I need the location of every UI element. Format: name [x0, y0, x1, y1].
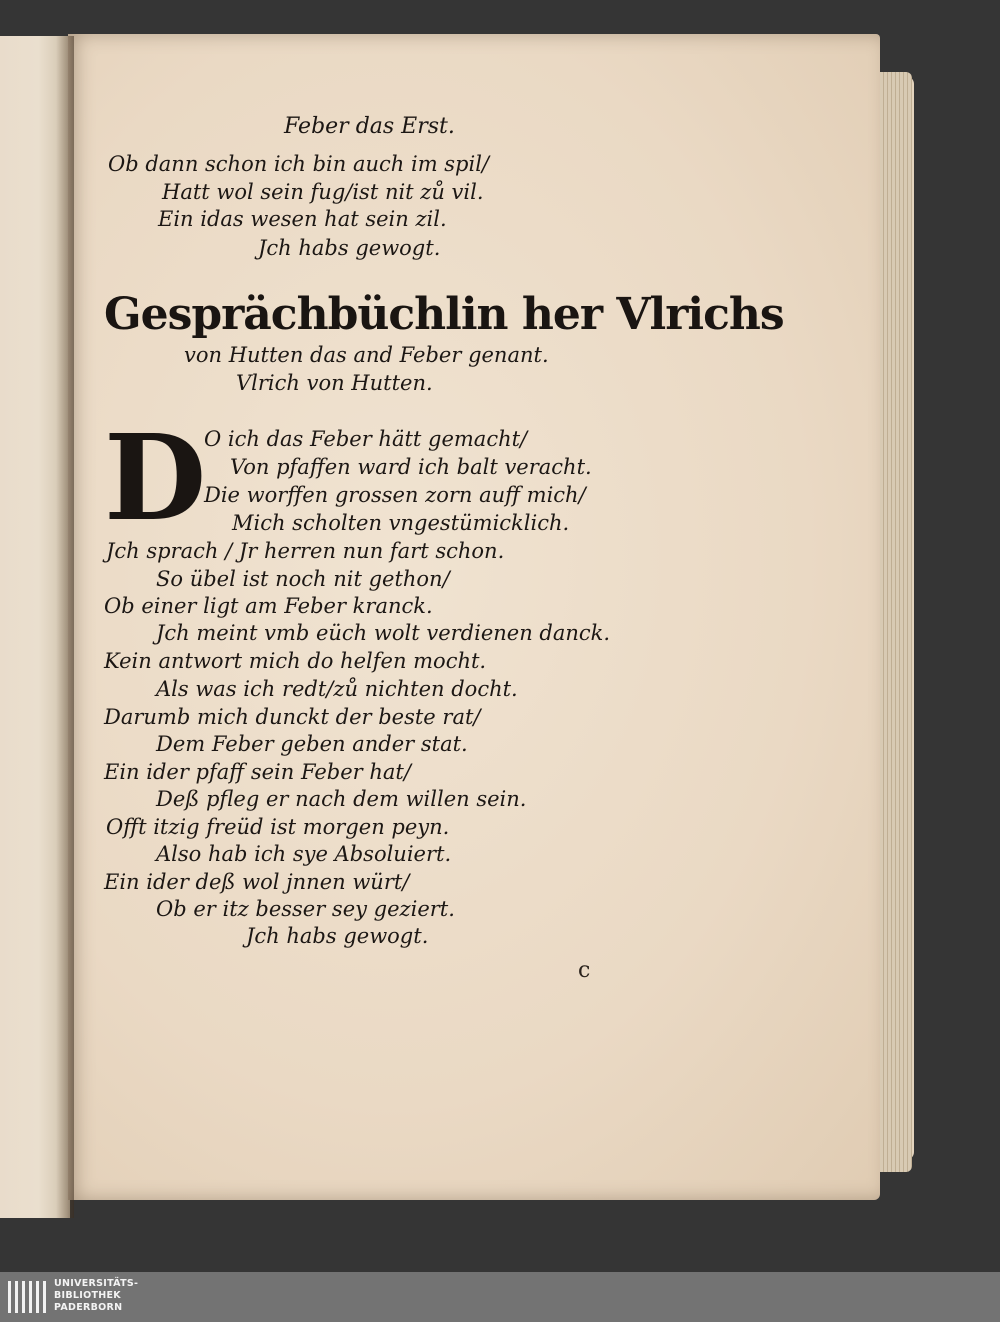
poem-line: Jch meint vmb eüch wolt verdienen danck.: [156, 621, 611, 645]
header-line: Ob dann schon ich bin auch im spil/: [108, 152, 490, 176]
header-title: Feber das Erst.: [284, 114, 455, 139]
poem-line: Ob er itz besser sey geziert.: [156, 897, 455, 921]
library-logo-icon: [8, 1281, 48, 1313]
page-subtitle: von Hutten das and Feber genant.: [184, 343, 549, 367]
page-title: Gesprächbüchlin her Vlrichs: [104, 289, 784, 340]
poem-line: Jch habs gewogt.: [246, 924, 429, 948]
poem-line: Dem Feber geben ander stat.: [156, 732, 468, 756]
poem-line: Ob einer ligt am Feber kranck.: [104, 594, 433, 618]
logo-line: BIBLIOTHEK: [54, 1290, 121, 1301]
logo-line: PADERBORN: [54, 1302, 123, 1313]
poem-line: Jch sprach / Jr herren nun fart schon.: [106, 539, 505, 563]
poem-line: Kein antwort mich do helfen mocht.: [104, 649, 487, 673]
header-line: Jch habs gewogt.: [258, 236, 441, 260]
header-line: Ein idas wesen hat sein zil.: [158, 207, 447, 231]
poem-line: So übel ist noch nit gethon/: [156, 567, 450, 591]
poem-line: Von pfaffen ward ich balt veracht.: [230, 455, 592, 479]
poem-line: Ein ider pfaff sein Feber hat/: [104, 760, 411, 784]
library-footer: [0, 1272, 1000, 1322]
author-line: Vlrich von Hutten.: [236, 371, 433, 395]
drop-initial: D: [104, 408, 207, 547]
header-line: Hatt wol sein fug/ist nit zů vil.: [162, 180, 484, 204]
poem-line: Die worffen grossen zorn auff mich/: [204, 483, 586, 507]
logo-line: UNIVERSITÄTS-: [54, 1278, 139, 1289]
library-logo-text: [54, 1278, 138, 1314]
poem-line: Als was ich redt/zů nichten docht.: [156, 677, 518, 701]
poem-line: Ein ider deß wol jnnen würt/: [104, 870, 410, 894]
poem-line: Offt itzig freüd ist morgen peyn.: [106, 815, 450, 839]
poem-line: Also hab ich sye Absoluiert.: [156, 842, 452, 866]
poem-line: Darumb mich dunckt der beste rat/: [104, 705, 481, 729]
poem-line: O ich das Feber hätt gemacht/: [204, 427, 528, 451]
catchword-mark: c: [578, 958, 591, 983]
poem-line: Mich scholten vngestümicklich.: [232, 511, 570, 535]
book-gutter: [56, 36, 74, 1218]
poem-line: Deß pfleg er nach dem willen sein.: [156, 787, 527, 811]
